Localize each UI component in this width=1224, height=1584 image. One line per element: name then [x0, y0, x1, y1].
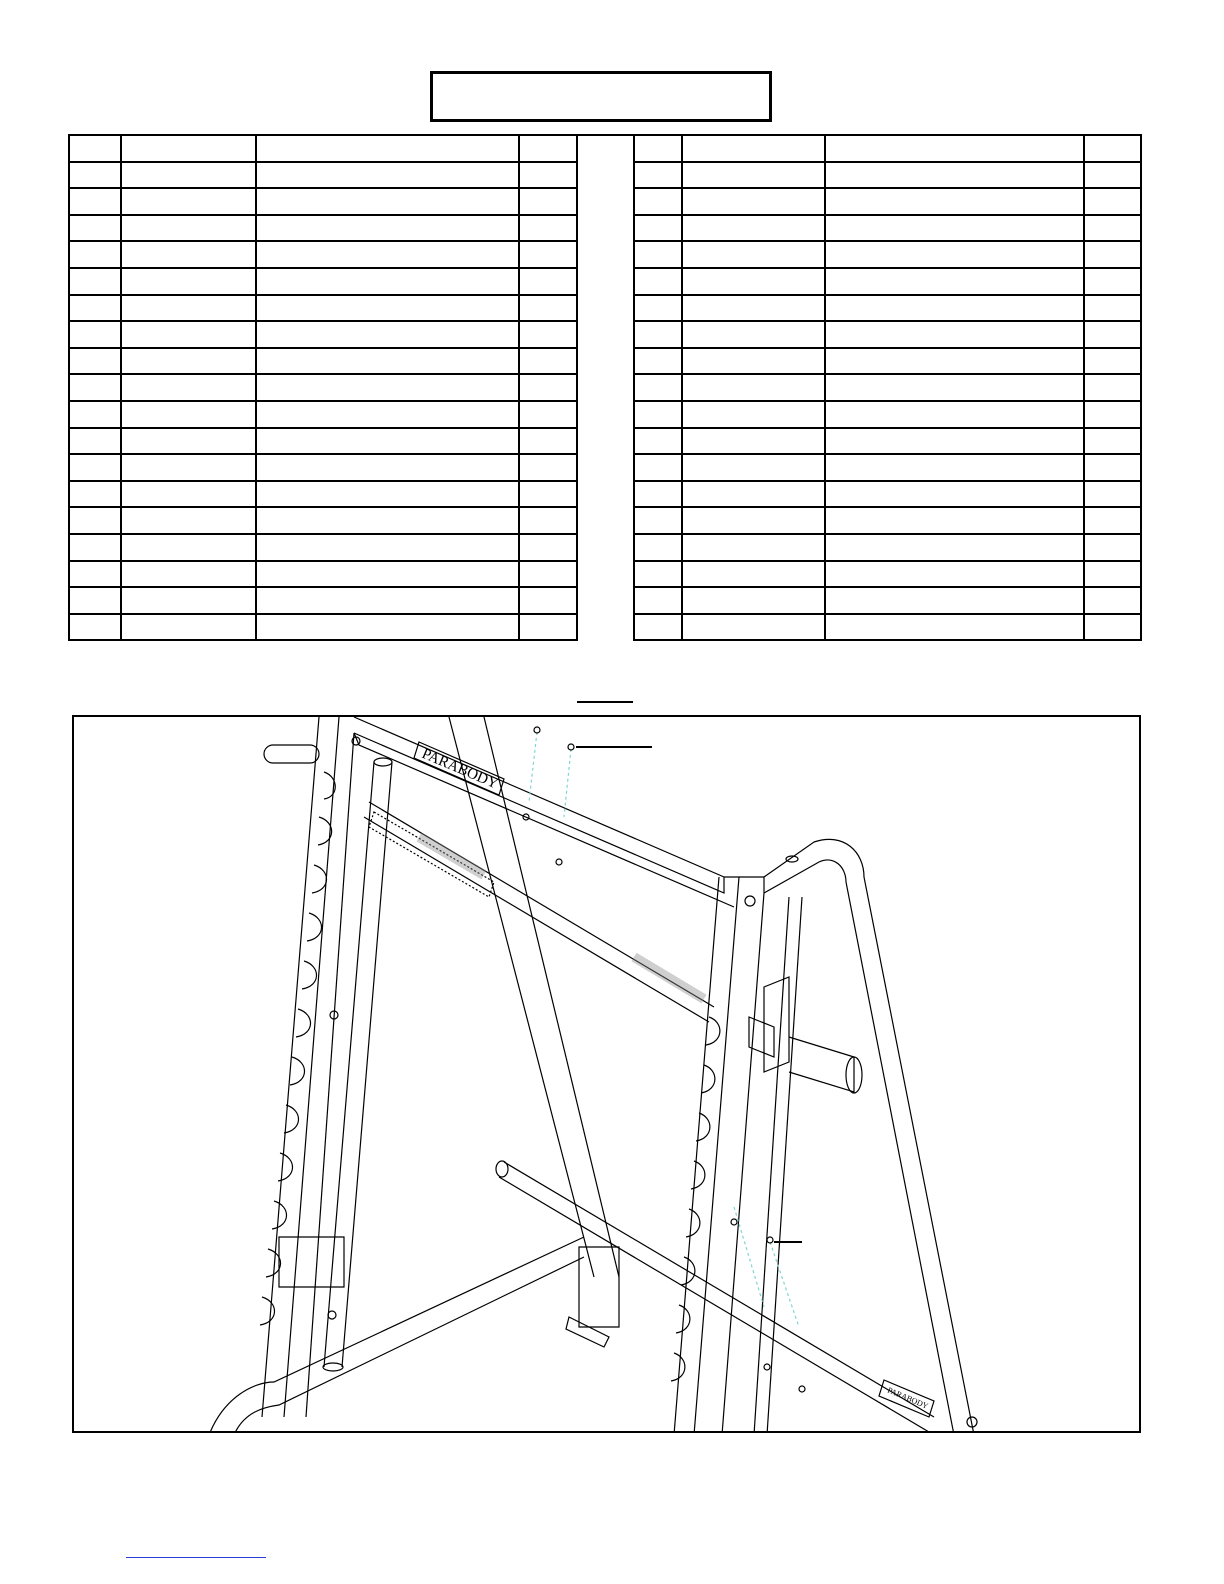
- table-row: [69, 401, 577, 428]
- table-row: [634, 507, 1141, 534]
- right-table-cell: [825, 268, 1084, 295]
- right-table-cell: [1084, 507, 1141, 534]
- brand-label-lower: PARABODY: [886, 1385, 930, 1411]
- right-table-cell: [634, 241, 682, 268]
- left-table-cell: [519, 428, 577, 455]
- table-row: [634, 561, 1141, 588]
- left-table-cell: [256, 321, 519, 348]
- table-row: [634, 401, 1141, 428]
- left-table-cell: [256, 587, 519, 614]
- left-table-cell: [121, 162, 256, 189]
- right-table-cell: [1084, 188, 1141, 215]
- right-table-cell: [634, 401, 682, 428]
- left-table-cell: [519, 561, 577, 588]
- right-table-cell: [1084, 454, 1141, 481]
- left-table-cell: [519, 268, 577, 295]
- right-guide-rod: [749, 897, 862, 1433]
- right-table-cell: [1084, 241, 1141, 268]
- left-table-cell: [519, 614, 577, 641]
- left-table-cell: [121, 534, 256, 561]
- base-frame: [209, 1237, 584, 1433]
- right-table-cell: [1084, 428, 1141, 455]
- right-table-cell: [825, 454, 1084, 481]
- left-table-cell: [69, 268, 121, 295]
- left-table-cell: [69, 295, 121, 322]
- table-row: [69, 507, 577, 534]
- right-table-cell: [825, 348, 1084, 375]
- left-table-cell: [69, 188, 121, 215]
- table-row: [69, 454, 577, 481]
- left-table-cell: [519, 374, 577, 401]
- left-table-cell: [519, 135, 577, 162]
- left-table-cell: [69, 321, 121, 348]
- left-table-cell: [256, 534, 519, 561]
- right-table-cell: [825, 561, 1084, 588]
- right-table-cell: [682, 481, 825, 508]
- left-table-cell: [256, 507, 519, 534]
- left-table-cell: [519, 295, 577, 322]
- right-table-cell: [634, 135, 682, 162]
- left-table-cell: [121, 241, 256, 268]
- left-table-cell: [121, 321, 256, 348]
- assembly-diagram: [72, 715, 1141, 1433]
- parts-table-right: [633, 134, 1142, 641]
- right-table-cell: [634, 454, 682, 481]
- left-table-cell: [69, 587, 121, 614]
- left-upright: [260, 717, 354, 1417]
- left-table-cell: [121, 188, 256, 215]
- right-table-cell: [682, 188, 825, 215]
- right-table-cell: [1084, 162, 1141, 189]
- left-table-cell: [121, 374, 256, 401]
- left-table-cell: [69, 374, 121, 401]
- left-table-cell: [69, 428, 121, 455]
- right-table-cell: [634, 321, 682, 348]
- table-row: [69, 348, 577, 375]
- right-table-cell: [682, 348, 825, 375]
- right-table-cell: [634, 215, 682, 242]
- table-row: [69, 215, 577, 242]
- right-table-cell: [634, 374, 682, 401]
- page-title-box: [430, 71, 772, 122]
- right-table-cell: [682, 534, 825, 561]
- left-table-cell: [256, 614, 519, 641]
- left-table-cell: [256, 401, 519, 428]
- right-table-cell: [1084, 268, 1141, 295]
- right-frame: [764, 839, 974, 1433]
- left-table-cell: [69, 241, 121, 268]
- left-table-cell: [519, 241, 577, 268]
- table-row: [69, 295, 577, 322]
- left-table-cell: [121, 401, 256, 428]
- left-table-cell: [121, 507, 256, 534]
- right-table-cell: [682, 428, 825, 455]
- table-row: [634, 268, 1141, 295]
- right-table-cell: [1084, 295, 1141, 322]
- right-table-cell: [1084, 587, 1141, 614]
- table-row: [69, 188, 577, 215]
- right-table-cell: [825, 241, 1084, 268]
- left-table-cell: [69, 401, 121, 428]
- right-table-cell: [825, 587, 1084, 614]
- left-table-cell: [121, 587, 256, 614]
- right-table-cell: [1084, 481, 1141, 508]
- right-table-cell: [825, 295, 1084, 322]
- right-table-cell: [634, 561, 682, 588]
- left-table-cell: [256, 348, 519, 375]
- right-table-cell: [682, 614, 825, 641]
- left-table-cell: [519, 188, 577, 215]
- right-table-cell: [682, 321, 825, 348]
- left-table-cell: [256, 241, 519, 268]
- right-table-cell: [634, 481, 682, 508]
- left-table-cell: [519, 481, 577, 508]
- table-row: [634, 587, 1141, 614]
- right-table-cell: [825, 188, 1084, 215]
- table-row: [69, 614, 577, 641]
- left-table-cell: [69, 507, 121, 534]
- table-row: [69, 428, 577, 455]
- left-table-cell: [121, 614, 256, 641]
- left-table-cell: [519, 401, 577, 428]
- right-table-cell: [634, 428, 682, 455]
- right-table-cell: [825, 215, 1084, 242]
- top-crossbeam: [354, 717, 764, 907]
- right-table-cell: [634, 268, 682, 295]
- right-table-cell: [682, 268, 825, 295]
- footer-link[interactable]: [126, 1557, 266, 1558]
- left-table-cell: [256, 428, 519, 455]
- left-table-cell: [256, 561, 519, 588]
- right-upright: [671, 877, 764, 1433]
- diagonal-brace: [449, 717, 619, 1347]
- left-table-cell: [256, 374, 519, 401]
- left-table-cell: [256, 135, 519, 162]
- table-row: [69, 561, 577, 588]
- left-table-cell: [519, 215, 577, 242]
- left-table-cell: [121, 428, 256, 455]
- right-table-cell: [1084, 401, 1141, 428]
- right-table-cell: [682, 454, 825, 481]
- right-table-cell: [825, 401, 1084, 428]
- table-row: [634, 428, 1141, 455]
- table-row: [634, 188, 1141, 215]
- right-table-cell: [634, 534, 682, 561]
- right-table-cell: [1084, 561, 1141, 588]
- right-table-cell: [682, 162, 825, 189]
- right-table-cell: [682, 135, 825, 162]
- left-table-cell: [121, 295, 256, 322]
- left-table-cell: [256, 268, 519, 295]
- right-table-cell: [1084, 215, 1141, 242]
- table-row: [634, 215, 1141, 242]
- left-table-cell: [121, 348, 256, 375]
- right-table-cell: [825, 614, 1084, 641]
- right-table-cell: [682, 507, 825, 534]
- table-row: [634, 534, 1141, 561]
- left-guide-rod: [279, 758, 392, 1371]
- table-row: [69, 481, 577, 508]
- right-table-cell: [825, 507, 1084, 534]
- right-table-cell: [682, 561, 825, 588]
- left-table-cell: [256, 295, 519, 322]
- table-row: [634, 454, 1141, 481]
- left-table-cell: [69, 215, 121, 242]
- right-table-cell: [825, 135, 1084, 162]
- left-table-cell: [69, 561, 121, 588]
- left-table-cell: [69, 534, 121, 561]
- table-row: [69, 162, 577, 189]
- right-table-cell: [825, 374, 1084, 401]
- left-table-cell: [69, 135, 121, 162]
- table-row: [69, 241, 577, 268]
- right-table-cell: [634, 348, 682, 375]
- right-table-cell: [825, 162, 1084, 189]
- right-table-cell: [825, 481, 1084, 508]
- right-table-cell: [682, 241, 825, 268]
- table-row: [634, 295, 1141, 322]
- left-table-cell: [69, 162, 121, 189]
- barbell: [364, 802, 714, 1022]
- hardware-lines: [529, 732, 799, 1327]
- right-table-cell: [1084, 374, 1141, 401]
- right-table-cell: [634, 162, 682, 189]
- right-table-cell: [634, 295, 682, 322]
- table-row: [634, 614, 1141, 641]
- right-table-cell: [825, 428, 1084, 455]
- left-table-cell: [256, 454, 519, 481]
- left-table-cell: [256, 188, 519, 215]
- right-table-cell: [1084, 321, 1141, 348]
- left-table-cell: [121, 215, 256, 242]
- right-table-cell: [825, 321, 1084, 348]
- right-table-cell: [634, 587, 682, 614]
- left-table-cell: [69, 481, 121, 508]
- table-row: [69, 534, 577, 561]
- left-table-cell: [256, 162, 519, 189]
- bolts: [328, 727, 977, 1427]
- right-table-cell: [682, 215, 825, 242]
- table-row: [634, 321, 1141, 348]
- table-row: [69, 374, 577, 401]
- left-table-cell: [519, 534, 577, 561]
- right-table-cell: [1084, 348, 1141, 375]
- left-table-cell: [121, 135, 256, 162]
- table-divider: [577, 134, 633, 703]
- table-row: [69, 268, 577, 295]
- table-row: [634, 374, 1141, 401]
- left-table-cell: [121, 561, 256, 588]
- table-row: [634, 481, 1141, 508]
- right-table-cell: [1084, 135, 1141, 162]
- right-table-cell: [682, 374, 825, 401]
- right-table-cell: [682, 401, 825, 428]
- left-table-cell: [121, 454, 256, 481]
- table-row: [634, 348, 1141, 375]
- left-table-cell: [519, 507, 577, 534]
- table-row: [634, 135, 1141, 162]
- left-table-cell: [69, 454, 121, 481]
- table-row: [634, 162, 1141, 189]
- table-row: [69, 135, 577, 162]
- right-table-cell: [1084, 614, 1141, 641]
- right-table-cell: [682, 295, 825, 322]
- left-table-cell: [69, 614, 121, 641]
- left-table-cell: [121, 481, 256, 508]
- left-table-cell: [519, 587, 577, 614]
- right-table-cell: [682, 587, 825, 614]
- left-table-cell: [519, 454, 577, 481]
- left-table-cell: [519, 162, 577, 189]
- right-table-cell: [1084, 534, 1141, 561]
- right-table-cell: [634, 614, 682, 641]
- parts-table-left: [68, 134, 578, 641]
- left-table-cell: [69, 348, 121, 375]
- table-row: [69, 321, 577, 348]
- table-row: [69, 587, 577, 614]
- brand-label-upper: PARABODY: [419, 745, 501, 793]
- right-table-cell: [825, 534, 1084, 561]
- smith-machine-drawing: [74, 717, 1141, 1433]
- left-table-cell: [256, 215, 519, 242]
- left-table-cell: [256, 481, 519, 508]
- left-table-cell: [121, 268, 256, 295]
- right-table-cell: [634, 188, 682, 215]
- table-row: [634, 241, 1141, 268]
- lower-rod: [496, 1161, 934, 1432]
- left-table-cell: [519, 321, 577, 348]
- right-table-cell: [634, 507, 682, 534]
- left-table-cell: [519, 348, 577, 375]
